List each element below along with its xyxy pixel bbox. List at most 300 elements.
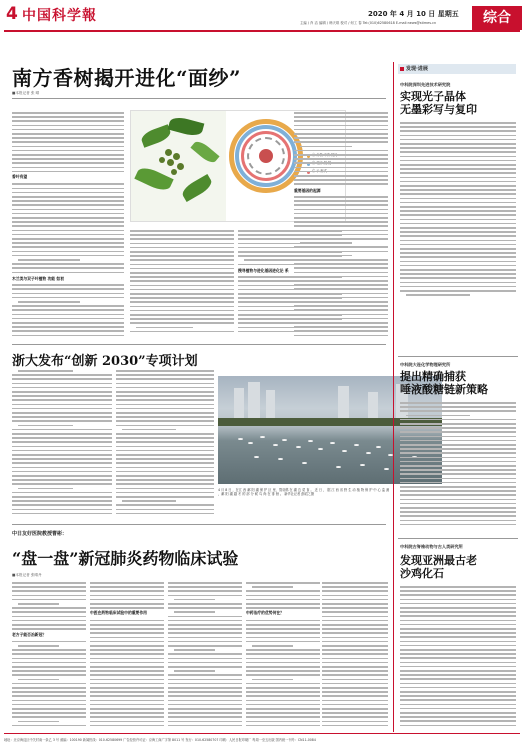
story2-col1 xyxy=(12,368,112,520)
text-line xyxy=(12,246,124,248)
text-line xyxy=(400,139,516,141)
lead-rule xyxy=(12,98,386,99)
text-line xyxy=(294,238,388,240)
text-line xyxy=(294,322,388,324)
text-line xyxy=(400,406,516,408)
text-line xyxy=(294,234,388,236)
text-line xyxy=(12,150,124,152)
text-line xyxy=(130,314,234,316)
text-line xyxy=(12,467,112,469)
lead-subhead-1: 香叶有望 xyxy=(12,174,28,179)
text-line xyxy=(400,206,516,208)
text-line xyxy=(400,520,516,522)
sidebar-item2-body xyxy=(400,400,516,530)
text-line xyxy=(130,318,234,320)
text-line xyxy=(90,674,164,676)
text-line xyxy=(322,616,388,618)
text-line xyxy=(12,213,124,215)
text-line xyxy=(116,475,214,477)
text-line xyxy=(12,225,124,227)
text-line xyxy=(12,167,124,169)
text-line xyxy=(294,284,388,286)
text-line xyxy=(400,486,516,488)
text-line xyxy=(116,450,214,452)
text-line xyxy=(18,370,73,372)
text-line xyxy=(116,416,214,418)
text-line xyxy=(400,160,516,162)
text-line xyxy=(12,628,86,630)
text-line xyxy=(12,433,112,435)
text-line xyxy=(400,469,516,471)
story3-subhead-3: 中药治疗的优势何在？ xyxy=(246,610,284,615)
text-line xyxy=(400,632,516,634)
text-line xyxy=(294,314,388,316)
text-line xyxy=(400,478,516,480)
text-line xyxy=(400,277,516,279)
text-line xyxy=(168,691,242,693)
text-line xyxy=(294,162,388,164)
text-line xyxy=(294,200,388,202)
text-line xyxy=(12,471,112,473)
text-line xyxy=(12,704,86,706)
text-line xyxy=(400,252,516,254)
text-line xyxy=(300,146,352,148)
text-line xyxy=(322,649,388,651)
text-line xyxy=(12,120,124,122)
masthead-rule xyxy=(4,30,520,32)
text-line xyxy=(400,699,516,701)
text-line xyxy=(12,716,86,718)
text-line xyxy=(12,234,124,236)
text-line xyxy=(116,395,214,397)
text-line xyxy=(246,721,320,723)
text-line xyxy=(116,399,214,401)
text-line xyxy=(12,116,124,118)
text-line xyxy=(116,408,214,410)
text-line xyxy=(90,670,164,672)
text-line xyxy=(90,620,164,622)
story3-top-rule xyxy=(12,524,386,525)
text-line xyxy=(400,482,516,484)
text-line xyxy=(400,130,516,132)
text-line xyxy=(90,599,164,601)
text-line xyxy=(12,335,124,337)
text-line xyxy=(400,126,516,128)
text-line xyxy=(90,683,164,685)
text-line xyxy=(12,200,124,202)
sidebar-item3-body xyxy=(400,584,516,728)
text-line xyxy=(294,280,388,282)
lead-col4 xyxy=(294,110,388,340)
story3-subhead-1: 老方子能否治新冠？ xyxy=(12,632,47,637)
text-line xyxy=(168,679,242,681)
text-line xyxy=(400,624,516,626)
story2-top-rule xyxy=(12,344,386,345)
text-line xyxy=(400,499,516,501)
text-line xyxy=(12,504,112,506)
text-line xyxy=(168,624,242,626)
text-line xyxy=(400,168,516,170)
text-line xyxy=(246,637,320,639)
text-line xyxy=(406,294,470,296)
text-line xyxy=(400,261,516,263)
text-line xyxy=(322,637,388,639)
text-line xyxy=(322,712,388,714)
text-line xyxy=(400,590,516,592)
text-line xyxy=(400,691,516,693)
text-line xyxy=(130,255,234,257)
text-line xyxy=(400,214,516,216)
text-line xyxy=(116,383,214,385)
text-line xyxy=(400,185,516,187)
text-line xyxy=(12,404,112,406)
page-footer: 地址：北京海淀区中关村南一条乙 3 号 邮编：100190 新闻热线：010-62580699 广告经营许可证：京海工商广字第 8011 号 发行：010-62580707 印刷：人民日报印刷厂 每周一至五出版 国内统一刊号：CN11-0084 xyxy=(4,733,520,745)
text-line xyxy=(12,209,124,211)
text-line xyxy=(12,683,86,685)
lead-subhead-4: 重要基因的起源 xyxy=(294,188,321,193)
text-line xyxy=(400,265,516,267)
text-line xyxy=(18,301,80,303)
text-line xyxy=(322,725,388,727)
text-line xyxy=(322,691,388,693)
text-line xyxy=(90,624,164,626)
text-line xyxy=(294,221,388,223)
text-line xyxy=(294,196,388,198)
text-line xyxy=(116,412,214,414)
text-line xyxy=(322,674,388,676)
text-line xyxy=(12,318,124,320)
text-line xyxy=(400,286,516,288)
text-line xyxy=(12,125,124,127)
text-line xyxy=(18,603,59,605)
editors-line: 主编 / 肖 洁 编辑 / 韩天琪 校对 / 何工 春 Tel:(010)62580618 E-mail:news@stimes.cn xyxy=(300,21,437,25)
text-line xyxy=(400,657,516,659)
issue-date: 2020 年 4 月 10 日 星期五 xyxy=(368,10,459,18)
text-line xyxy=(300,255,352,257)
text-line xyxy=(246,658,320,660)
text-line xyxy=(90,700,164,702)
text-line xyxy=(400,256,516,258)
text-line xyxy=(90,637,164,639)
lead-col2 xyxy=(130,228,234,338)
text-line xyxy=(12,221,124,223)
text-line xyxy=(400,594,516,596)
text-line xyxy=(246,687,320,689)
text-line xyxy=(130,230,234,232)
text-line xyxy=(130,285,234,287)
text-line xyxy=(116,441,214,443)
text-line xyxy=(116,488,214,490)
text-line xyxy=(252,679,293,681)
story3-headline: “盘一盘”新冠肺炎药物临床试验 xyxy=(12,549,239,568)
text-line xyxy=(400,636,516,638)
text-line xyxy=(294,326,388,328)
text-line xyxy=(12,653,86,655)
text-line xyxy=(246,725,320,727)
text-line xyxy=(244,259,301,261)
text-line xyxy=(400,620,516,622)
text-line xyxy=(12,666,86,668)
text-line xyxy=(12,725,86,727)
text-line xyxy=(12,204,124,206)
text-line xyxy=(12,641,86,643)
text-line xyxy=(116,509,214,511)
text-line xyxy=(130,280,234,282)
text-line xyxy=(18,645,59,647)
text-line xyxy=(400,410,516,412)
text-line xyxy=(246,670,320,672)
text-line xyxy=(400,147,516,149)
text-line xyxy=(400,444,516,446)
text-line xyxy=(400,156,516,158)
text-line xyxy=(246,628,320,630)
text-line xyxy=(116,479,214,481)
text-line xyxy=(12,171,124,173)
text-line xyxy=(246,641,320,643)
text-line xyxy=(130,238,234,240)
text-line xyxy=(322,687,388,689)
text-line xyxy=(294,209,388,211)
text-line xyxy=(168,704,242,706)
text-line xyxy=(400,436,516,438)
text-line xyxy=(90,658,164,660)
text-line xyxy=(294,251,388,253)
text-line xyxy=(90,716,164,718)
text-line xyxy=(130,259,234,261)
text-line xyxy=(168,687,242,689)
text-line xyxy=(174,599,215,601)
text-line xyxy=(294,272,388,274)
sidebar-divider xyxy=(393,62,394,732)
text-line xyxy=(12,496,112,498)
text-line xyxy=(246,595,320,597)
text-line xyxy=(252,586,293,588)
text-line xyxy=(12,133,124,135)
text-line xyxy=(168,700,242,702)
text-line xyxy=(130,306,234,308)
text-line xyxy=(90,641,164,643)
text-line xyxy=(116,374,214,376)
text-line xyxy=(12,695,86,697)
text-line xyxy=(12,162,124,164)
text-line xyxy=(130,234,234,236)
section-tab: 综合 xyxy=(472,6,522,30)
text-line xyxy=(400,712,516,714)
text-line xyxy=(12,509,112,511)
sidebar-item1-title-1: 实现光子晶体 xyxy=(400,90,466,103)
text-line xyxy=(322,582,388,584)
text-line xyxy=(400,708,516,710)
text-line xyxy=(322,595,388,597)
text-line xyxy=(322,716,388,718)
text-line xyxy=(12,288,124,290)
text-line xyxy=(168,595,242,597)
text-line xyxy=(400,615,516,617)
text-line xyxy=(294,330,388,332)
text-line xyxy=(322,624,388,626)
text-line xyxy=(12,500,112,502)
text-line xyxy=(12,670,86,672)
text-line xyxy=(322,666,388,668)
text-line xyxy=(12,408,112,410)
text-line xyxy=(130,247,234,249)
text-line xyxy=(116,378,214,380)
text-line xyxy=(90,595,164,597)
text-line xyxy=(246,691,320,693)
text-line xyxy=(400,235,516,237)
sidebar-item3-title-1: 发现亚洲最古老 xyxy=(400,554,477,567)
text-line xyxy=(294,204,388,206)
text-line xyxy=(294,276,388,278)
text-line xyxy=(12,383,112,385)
text-line xyxy=(12,314,124,316)
sidebar-item2-title-1: 提出精确捕获 xyxy=(400,370,466,383)
text-line xyxy=(294,267,388,269)
text-line xyxy=(400,244,516,246)
text-line xyxy=(12,129,124,131)
section-marker-icon xyxy=(400,67,404,71)
text-line xyxy=(130,331,234,333)
text-line xyxy=(400,151,516,153)
text-line xyxy=(12,141,124,143)
text-line xyxy=(168,637,242,639)
sidebar-section-label-text: 发现·进展 xyxy=(406,66,428,72)
text-line xyxy=(116,458,214,460)
text-line xyxy=(400,674,516,676)
text-line xyxy=(400,524,516,526)
text-line xyxy=(12,674,86,676)
text-line xyxy=(246,653,320,655)
text-line xyxy=(12,391,112,393)
text-line xyxy=(400,678,516,680)
text-line xyxy=(168,590,242,592)
text-line xyxy=(400,641,516,643)
text-line xyxy=(12,146,124,148)
story3-col4 xyxy=(246,580,320,728)
text-line xyxy=(252,645,293,647)
text-line xyxy=(12,599,86,601)
text-line xyxy=(400,431,516,433)
text-line xyxy=(18,425,73,427)
text-line xyxy=(400,219,516,221)
text-line xyxy=(294,179,388,181)
sidebar-item3-title-2: 沙鸡化石 xyxy=(400,567,444,580)
text-line xyxy=(130,293,234,295)
text-line xyxy=(168,712,242,714)
text-line xyxy=(12,399,112,401)
text-line xyxy=(168,708,242,710)
text-line xyxy=(168,666,242,668)
text-line xyxy=(12,230,124,232)
text-line xyxy=(294,171,388,173)
text-line xyxy=(12,586,86,588)
text-line xyxy=(294,309,388,311)
text-line xyxy=(12,158,124,160)
text-line xyxy=(12,450,112,452)
page-number: 4 xyxy=(6,4,18,24)
text-line xyxy=(400,603,516,605)
text-line xyxy=(116,454,214,456)
text-line xyxy=(246,704,320,706)
text-line xyxy=(116,496,214,498)
story3-kicker: 中日友好医院教授曹彬： xyxy=(12,531,68,537)
text-line xyxy=(294,305,388,307)
text-line xyxy=(116,446,214,448)
text-line xyxy=(12,238,124,240)
text-line xyxy=(400,507,516,509)
text-line xyxy=(294,125,388,127)
text-line xyxy=(400,628,516,630)
text-line xyxy=(400,248,516,250)
text-line xyxy=(130,289,234,291)
text-line xyxy=(400,695,516,697)
text-line xyxy=(294,112,388,114)
text-line xyxy=(322,679,388,681)
text-line xyxy=(90,708,164,710)
text-line xyxy=(116,437,214,439)
text-line xyxy=(322,632,388,634)
text-line xyxy=(400,177,516,179)
text-line xyxy=(322,670,388,672)
crane-photo-caption xyxy=(218,488,390,496)
text-line xyxy=(400,143,516,145)
text-line xyxy=(116,387,214,389)
text-line xyxy=(168,725,242,727)
lead-byline: ■本报记者 张 晴 xyxy=(12,91,40,95)
text-line xyxy=(322,611,388,613)
text-line xyxy=(12,412,112,414)
text-line xyxy=(322,695,388,697)
text-line xyxy=(400,164,516,166)
text-line xyxy=(246,599,320,601)
text-line xyxy=(322,683,388,685)
text-line xyxy=(130,272,234,274)
crane-caption-text: 4 月 8 日 ，在江 西 鄱 阳 湖 保 护 区 里，蓑羽鹤 在 湖 边 觅 食 。 近 日 ， 据 江 西 省 野 生 动 植 物 保 护 中 心 监 测 ，鄱 阳 湖 越 冬 的 部 分 候 鸟 尚 在 徘 徊 。 xyxy=(218,488,390,497)
text-line xyxy=(12,416,112,418)
text-line xyxy=(12,513,112,515)
text-line xyxy=(246,603,320,605)
text-line xyxy=(400,720,516,722)
text-line xyxy=(294,158,388,160)
text-line xyxy=(322,620,388,622)
text-line xyxy=(116,404,214,406)
text-line xyxy=(90,590,164,592)
text-line xyxy=(12,305,124,307)
text-line xyxy=(246,607,320,609)
text-line xyxy=(294,175,388,177)
text-line xyxy=(18,721,59,723)
text-line xyxy=(400,649,516,651)
text-line xyxy=(400,599,516,601)
text-line xyxy=(12,137,124,139)
sidebar-item1-kicker: 中科院深圳先进技术研究院 xyxy=(400,82,451,87)
text-line xyxy=(18,259,80,261)
text-line xyxy=(400,448,516,450)
text-line xyxy=(12,624,86,626)
text-line xyxy=(12,595,86,597)
text-line xyxy=(322,708,388,710)
text-line xyxy=(400,586,516,588)
text-line xyxy=(12,700,86,702)
text-line xyxy=(174,670,215,672)
text-line xyxy=(246,674,320,676)
text-line xyxy=(294,259,388,261)
text-line xyxy=(12,458,112,460)
lead-subhead-2: 木兰类与双子叶植物 功能 如初 xyxy=(12,276,65,281)
text-line xyxy=(12,192,124,194)
text-line xyxy=(294,213,388,215)
text-line xyxy=(294,225,388,227)
